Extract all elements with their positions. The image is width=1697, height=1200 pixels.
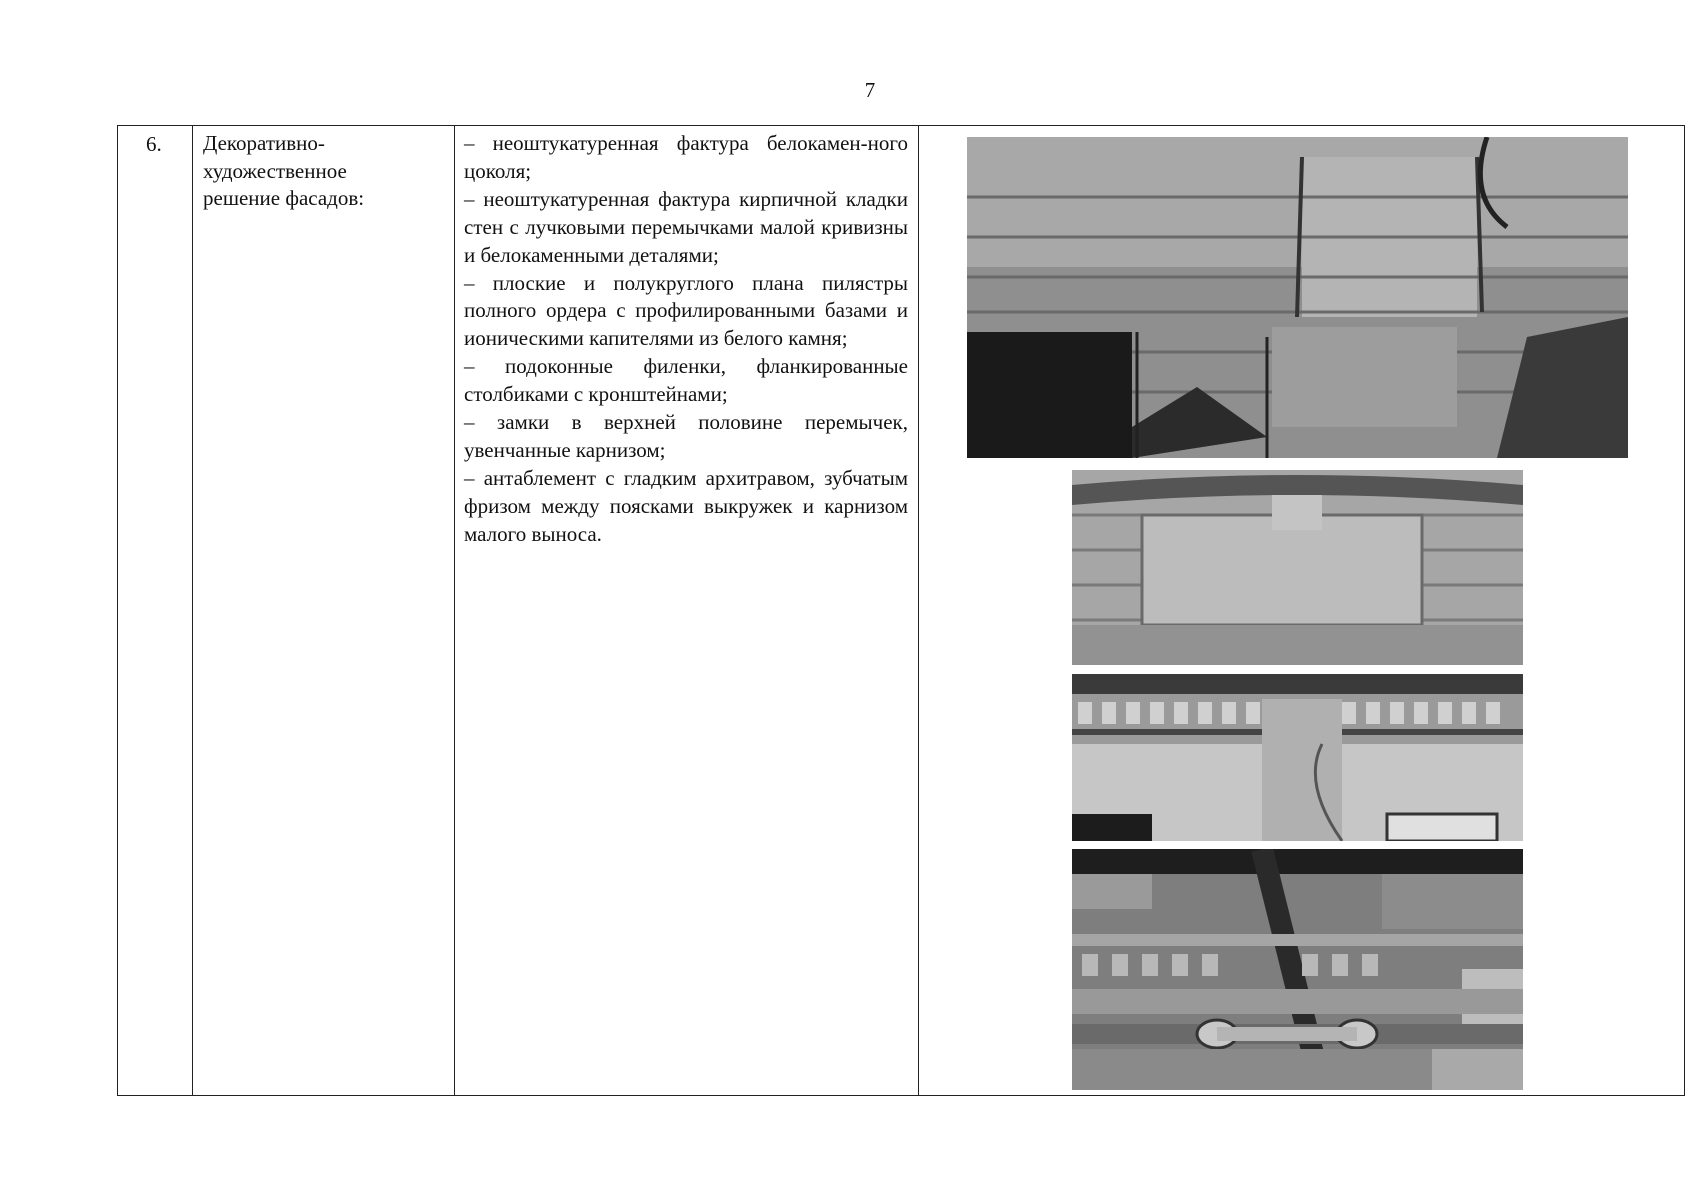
description-item: – неоштукатуренная фактура кирпичной кладки стен с лучковыми перемычками малой кривизны и белокаменными деталями; [464, 186, 908, 267]
description-item: – замки в верхней половине перемычек, увенчанные карнизом; [464, 410, 908, 462]
column-divider [192, 126, 193, 1095]
facade-photo-plinth-and-window [967, 137, 1628, 458]
description-item: – подоконные филенки, фланкированные столбиками с кронштейнами; [464, 354, 908, 407]
row-title [203, 130, 443, 213]
row-title-line: художественное [203, 158, 347, 183]
page-number: 7 [864, 78, 876, 102]
row-title-line: решение фасадов: [203, 186, 365, 210]
description-item: – плоские и полукруглого плана пилястры полного ордера с профилированными базами и ионическими капителями из белого камня; [464, 270, 908, 351]
column-divider [918, 126, 919, 1095]
facade-photo-lintel-keystone [1072, 470, 1523, 665]
row-number: 6. [146, 132, 162, 156]
row-title-line: Декоративно- [203, 131, 325, 155]
row-description [464, 130, 908, 549]
description-item: – неоштукатуренная фактура белокамен-ного цоколя; [464, 131, 908, 183]
facade-photo-ionic-capitals [1072, 849, 1523, 1090]
facade-photo-dentil-frieze [1072, 674, 1523, 841]
column-divider [454, 126, 455, 1095]
facade-table [117, 125, 1685, 1096]
description-item: – антаблемент с гладким архитравом, зубчатым фризом между поясками выкружек и карнизом малого выноса. [464, 465, 908, 546]
